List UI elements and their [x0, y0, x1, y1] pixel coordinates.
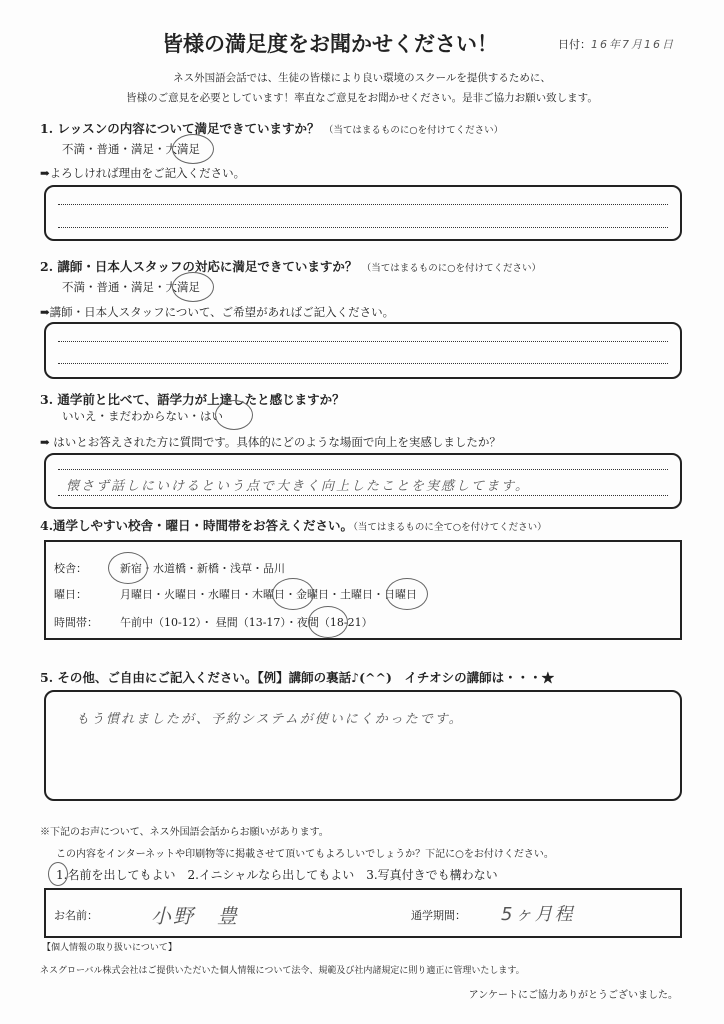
- q3-question: 3. 通学前と比べて、語学力が上達したと感じますか？: [40, 392, 345, 407]
- q4-time-options[interactable]: 午前中（10-12）・ 昼間（13-17）・夜間（18-21）: [120, 616, 373, 629]
- q3-options[interactable]: いいえ・まだわからない・はい: [62, 409, 223, 423]
- q4-question: [40, 516, 547, 534]
- name-label: お名前：: [54, 909, 98, 922]
- q4-campus-options[interactable]: 新宿・水道橋・新橋・浅草・品川: [120, 562, 285, 575]
- privacy-heading: 【個人情報の取り扱いについて】: [42, 943, 177, 953]
- consent-option-3[interactable]: 3.写真付きでも構わない: [366, 868, 498, 882]
- q1-followup: ➡よろしければ理由をご記入ください。: [40, 166, 246, 180]
- consent-option-1[interactable]: 1.名前を出してもよい: [56, 868, 176, 882]
- name-value[interactable]: 小野 豊: [151, 904, 239, 928]
- consent-options: [56, 866, 498, 883]
- q2-options[interactable]: 不満・普通・満足・大満足: [62, 280, 200, 294]
- q2-text: 2. 講師・日本人スタッフの対応に満足できていますか？: [40, 259, 358, 274]
- q2-question: [40, 257, 541, 275]
- period-label: 通学期間：: [411, 909, 466, 922]
- q2-answer-box[interactable]: [44, 322, 682, 379]
- q2-followup: ➡講師・日本人スタッフについて、ご希望があればご記入ください。: [40, 305, 395, 319]
- q4-hint: （当てはまるものに全て○を付けてください）: [353, 522, 547, 533]
- q2-hint: （当てはまるものに○を付けてください）: [361, 263, 542, 274]
- student-info-box: [44, 888, 682, 938]
- date-label: 日付：: [558, 38, 591, 51]
- form-title: 皆様の満足度をお聞かせください！: [162, 31, 498, 56]
- campus-selection-circle: [108, 552, 148, 584]
- q5-answer-box[interactable]: [44, 690, 682, 801]
- thanks-text: アンケートにご協力ありがとうございました。: [468, 990, 678, 1001]
- q4-day-options[interactable]: 月曜日・火曜日・水曜日・木曜日・金曜日・土曜日・日曜日: [120, 588, 417, 601]
- thursday-selection-circle: [272, 578, 314, 610]
- q3-answer-box[interactable]: [44, 453, 682, 509]
- q3-selection-circle: [215, 400, 253, 430]
- consent-selection-circle: [48, 862, 68, 886]
- q1-question: [40, 119, 503, 137]
- q3-followup: ➡ はいとお答えされた方に質問です。具体的にどのような場面で向上を実感しましたか？: [40, 435, 501, 449]
- date-field[interactable]: [558, 36, 675, 52]
- q1-options[interactable]: 不満・普通・満足・大満足: [62, 142, 200, 156]
- q1-hint: （当てはまるものに○を付けてください）: [323, 125, 504, 136]
- q4-text: 4.通学しやすい校舎・曜日・時間帯をお答えください。: [40, 518, 354, 533]
- intro-line-2: 皆様のご意見を必要としています！率直なご意見をお聞かせください。是非ご協力お願い致します。: [126, 92, 598, 104]
- q1-text: 1. レッスンの内容について満足できていますか？: [40, 121, 320, 136]
- q3-answer: 懐さず話しにいけるという点で大きく向上したことを実感してます。: [66, 479, 530, 494]
- q4-box: [44, 540, 682, 640]
- night-selection-circle: [308, 606, 348, 638]
- period-value[interactable]: 5ヶ月程: [501, 904, 575, 925]
- q1-selection-circle: [172, 134, 214, 164]
- consent-question: この内容をインターネットや印刷物等に掲載させて頂いてもよろしいでしょうか？下記に○をお付けください。: [56, 849, 554, 860]
- consent-note: ※下記のお声について、ネス外国語会話からお願いがあります。: [40, 827, 329, 838]
- q4-time-label: 時間帯：: [54, 616, 98, 629]
- q4-day-label: 曜日：: [54, 588, 87, 601]
- q2-selection-circle: [172, 272, 214, 302]
- q5-question: 5. その他、ご自由にご記入ください。【例】講師の裏話♪(^^) イチオシの講師は・・・★: [40, 670, 555, 685]
- intro-line-1: ネス外国語会話では、生徒の皆様により良い環境のスクールを提供するために、: [173, 72, 551, 84]
- q1-answer-box[interactable]: [44, 185, 682, 241]
- consent-option-2[interactable]: 2.イニシャルなら出してもよい: [187, 868, 355, 882]
- saturday-selection-circle: [386, 578, 428, 610]
- privacy-text: ネスグローバル株式会社はご提供いただいた個人情報について法令、規範及び社内諸規定に則り適正に管理いたします。: [40, 966, 525, 976]
- q5-answer: もう慣れましたが、予約システムが使いにくかったです。: [76, 712, 464, 727]
- q4-campus-label: 校舎：: [54, 562, 87, 575]
- date-value: 16年7月16日: [591, 38, 675, 51]
